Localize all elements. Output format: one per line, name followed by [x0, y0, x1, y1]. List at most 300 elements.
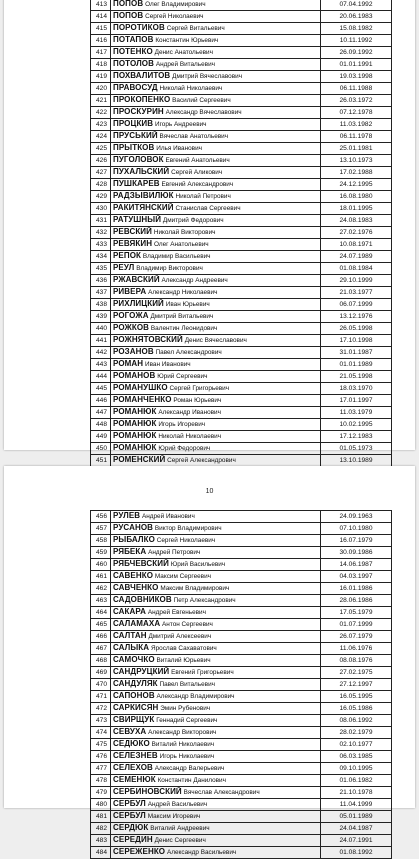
full-name-cell	[111, 595, 321, 607]
full-name-cell	[111, 655, 321, 667]
given-names: Николай Николаевич	[158, 433, 222, 440]
full-name-cell	[111, 263, 321, 275]
full-name-cell	[111, 107, 321, 119]
given-names: Сергей Витальевич	[166, 25, 225, 32]
surname: ПОТЕНКО	[113, 47, 153, 56]
row-number: 418	[91, 59, 111, 71]
full-name-cell	[111, 155, 321, 167]
table-row	[91, 407, 392, 419]
surname: САМОЧКО	[113, 655, 155, 664]
given-names: Олег Анатольевич	[153, 241, 209, 248]
row-number: 451	[91, 455, 111, 467]
row-number: 414	[91, 11, 111, 23]
given-names: Виталий Юрьевич	[156, 657, 211, 664]
row-number: 436	[91, 275, 111, 287]
given-names: Юрий Федорович	[158, 445, 211, 452]
surname: РУЛЕВ	[113, 511, 141, 520]
table-row	[91, 275, 392, 287]
row-number: 483	[91, 835, 111, 847]
birth-date: 24.04.1987	[321, 823, 392, 835]
row-number: 470	[91, 679, 111, 691]
birth-date: 08.06.1992	[321, 715, 392, 727]
full-name-cell	[111, 383, 321, 395]
table-row	[91, 47, 392, 59]
surname: СЕДЮКО	[113, 739, 150, 748]
full-name-cell	[111, 775, 321, 787]
row-number: 426	[91, 155, 111, 167]
table-row	[91, 787, 392, 799]
birth-date: 24.09.1963	[321, 511, 392, 523]
given-names: Андрей Васильевич	[147, 801, 208, 808]
table-row	[91, 727, 392, 739]
given-names: Сергей Николаевич	[156, 537, 216, 544]
birth-date: 07.10.1980	[321, 523, 392, 535]
table-row	[91, 835, 392, 847]
birth-date: 11.03.1979	[321, 407, 392, 419]
row-number: 481	[91, 811, 111, 823]
given-names: Сергей Аликович	[171, 169, 223, 176]
full-name-cell	[111, 547, 321, 559]
full-name-cell	[111, 787, 321, 799]
table-row	[91, 35, 392, 47]
table-row	[91, 107, 392, 119]
full-name-cell	[111, 167, 321, 179]
row-number: 450	[91, 443, 111, 455]
surname: РОМАНЮК	[113, 407, 157, 416]
full-name-cell	[111, 191, 321, 203]
birth-date: 13.12.1976	[321, 311, 392, 323]
full-name-cell	[111, 523, 321, 535]
given-names: Роман Юрьевич	[173, 397, 222, 404]
table-row	[91, 443, 392, 455]
surname: ПРОКОПЕНКО	[113, 95, 171, 104]
table-row	[91, 679, 392, 691]
birth-date: 10.11.1992	[321, 35, 392, 47]
row-number: 478	[91, 775, 111, 787]
birth-date: 05.01.1989	[321, 811, 392, 823]
full-name-cell	[111, 667, 321, 679]
table-row	[91, 0, 392, 11]
given-names: Максим Сергеевич	[154, 573, 211, 580]
table-row	[91, 583, 392, 595]
given-names: Сергей Александрович	[167, 457, 236, 464]
table-row	[91, 119, 392, 131]
birth-date: 13.10.1973	[321, 155, 392, 167]
row-number: 468	[91, 655, 111, 667]
birth-date: 06.07.1999	[321, 299, 392, 311]
birth-date: 16.07.1979	[321, 535, 392, 547]
table-row	[91, 251, 392, 263]
table-row	[91, 823, 392, 835]
row-number: 422	[91, 107, 111, 119]
given-names: Юрий Васильевич	[170, 561, 226, 568]
row-number: 445	[91, 383, 111, 395]
row-number: 467	[91, 643, 111, 655]
full-name-cell	[111, 287, 321, 299]
full-name-cell	[111, 715, 321, 727]
given-names: Константин Юрьевич	[155, 37, 219, 44]
surname: РОЖНЯТОВСКИЙ	[113, 335, 183, 344]
birth-date: 28.02.1979	[321, 727, 392, 739]
row-number: 419	[91, 71, 111, 83]
birth-date: 26.03.1972	[321, 95, 392, 107]
table-row	[91, 191, 392, 203]
row-number: 441	[91, 335, 111, 347]
surname: РЯБЕКА	[113, 547, 147, 556]
full-name-cell	[111, 35, 321, 47]
birth-date: 18.01.1995	[321, 203, 392, 215]
row-number: 474	[91, 727, 111, 739]
full-name-cell	[111, 739, 321, 751]
surname: САЛТАН	[113, 631, 147, 640]
table-row	[91, 143, 392, 155]
given-names: Николай Викторович	[153, 229, 216, 236]
table-row	[91, 179, 392, 191]
full-name-cell	[111, 203, 321, 215]
given-names: Валентин Леонидович	[150, 325, 218, 332]
given-names: Василий Сергеевич	[172, 97, 231, 104]
row-number: 432	[91, 227, 111, 239]
table-row	[91, 11, 392, 23]
full-name-cell	[111, 419, 321, 431]
row-number: 415	[91, 23, 111, 35]
row-number: 458	[91, 535, 111, 547]
birth-date: 06.03.1985	[321, 751, 392, 763]
surname: ПОПОВ	[113, 0, 144, 8]
table-row	[91, 811, 392, 823]
birth-date: 24.07.1989	[321, 251, 392, 263]
birth-date: 21.05.1998	[321, 371, 392, 383]
birth-date: 24.12.1995	[321, 179, 392, 191]
full-name-cell	[111, 511, 321, 523]
table-row	[91, 691, 392, 703]
surname: ПУХАЛЬСКИЙ	[113, 167, 170, 176]
row-number: 448	[91, 419, 111, 431]
birth-date: 26.09.1992	[321, 47, 392, 59]
birth-date: 10.08.1971	[321, 239, 392, 251]
given-names: Максим Владимирович	[160, 585, 230, 592]
given-names: Андрей Иванович	[141, 513, 195, 520]
table-row	[91, 263, 392, 275]
table-row	[91, 559, 392, 571]
full-name-cell	[111, 703, 321, 715]
full-name-cell	[111, 583, 321, 595]
full-name-cell	[111, 431, 321, 443]
row-number: 464	[91, 607, 111, 619]
row-number: 472	[91, 703, 111, 715]
table-row	[91, 511, 392, 523]
surname: СЕМЕНЮК	[113, 775, 156, 784]
birth-date: 26.07.1979	[321, 631, 392, 643]
birth-date: 11.04.1999	[321, 799, 392, 811]
row-number: 456	[91, 511, 111, 523]
table-row	[91, 299, 392, 311]
given-names: Николай Николаевич	[159, 85, 223, 92]
surname: ПУГОЛОВОК	[113, 155, 164, 164]
surname: САЛАМАХА	[113, 619, 161, 628]
table-row	[91, 523, 392, 535]
surname: РОГОЖА	[113, 311, 149, 320]
surname: РОМАНЮК	[113, 443, 157, 452]
surname: САРКИСЯН	[113, 703, 159, 712]
birth-date: 24.08.1983	[321, 215, 392, 227]
surname: СВИРЩУК	[113, 715, 155, 724]
row-number: 469	[91, 667, 111, 679]
table-row	[91, 71, 392, 83]
full-name-cell	[111, 727, 321, 739]
surname: САНДРУЦКИЙ	[113, 667, 170, 676]
table-row	[91, 619, 392, 631]
table-row	[91, 455, 392, 467]
full-name-cell	[111, 95, 321, 107]
row-number: 484	[91, 847, 111, 859]
surname: РОМЕНСКИЙ	[113, 455, 166, 464]
table-row	[91, 215, 392, 227]
surname: РОМАНЧЕНКО	[113, 395, 172, 404]
full-name-cell	[111, 323, 321, 335]
given-names: Ярослав Сахаватович	[151, 645, 217, 652]
row-number: 427	[91, 167, 111, 179]
birth-date: 04.03.1997	[321, 571, 392, 583]
given-names: Александр Иванович	[158, 409, 221, 416]
row-number: 462	[91, 583, 111, 595]
surname: ПОТОЛОВ	[113, 59, 154, 68]
full-name-cell	[111, 227, 321, 239]
surname: РОМАНЮК	[113, 431, 157, 440]
row-number: 428	[91, 179, 111, 191]
full-name-cell	[111, 359, 321, 371]
row-number: 457	[91, 523, 111, 535]
row-number: 437	[91, 287, 111, 299]
row-number: 482	[91, 823, 111, 835]
row-number: 416	[91, 35, 111, 47]
full-name-cell	[111, 275, 321, 287]
given-names: Игорь Николаевич	[159, 753, 215, 760]
surname: САКАРА	[113, 607, 147, 616]
full-name-cell	[111, 559, 321, 571]
table-row	[91, 227, 392, 239]
birth-date: 17.01.1997	[321, 395, 392, 407]
given-names: Александр Вячеславович	[165, 109, 242, 116]
table-row	[91, 607, 392, 619]
birth-date: 21.03.1977	[321, 287, 392, 299]
surname: ПРОЦКИВ	[113, 119, 154, 128]
birth-date: 01.01.1989	[321, 359, 392, 371]
row-number: 476	[91, 751, 111, 763]
surname: СЕЛЕХОВ	[113, 763, 153, 772]
birth-date: 21.10.1978	[321, 787, 392, 799]
table-row	[91, 739, 392, 751]
surname: СЕРЕДИН	[113, 835, 153, 844]
birth-date: 18.03.1970	[321, 383, 392, 395]
full-name-cell	[111, 131, 321, 143]
row-number: 463	[91, 595, 111, 607]
surname: САВЕНКО	[113, 571, 154, 580]
birth-date: 07.04.1992	[321, 0, 392, 11]
row-number: 423	[91, 119, 111, 131]
full-name-cell	[111, 179, 321, 191]
surname: ПУШКАРЕВ	[113, 179, 160, 188]
surname: РОМАНОВ	[113, 371, 156, 380]
surname: РИХЛИЦКИЙ	[113, 299, 164, 308]
surname: САПОНОВ	[113, 691, 155, 700]
row-number: 420	[91, 83, 111, 95]
row-number: 434	[91, 251, 111, 263]
surname: САНДУЛЯК	[113, 679, 158, 688]
birth-date: 19.03.1998	[321, 71, 392, 83]
birth-date: 26.05.1998	[321, 323, 392, 335]
birth-date: 17.12.1983	[321, 431, 392, 443]
birth-date: 09.10.1995	[321, 763, 392, 775]
birth-date: 16.05.1986	[321, 703, 392, 715]
row-number: 480	[91, 799, 111, 811]
given-names: Иван Юрьевич	[165, 301, 210, 308]
birth-date: 17.05.1979	[321, 607, 392, 619]
given-names: Александр Владимирович	[156, 693, 235, 700]
given-names: Дмитрий Алексеевич	[148, 633, 212, 640]
row-number: 447	[91, 407, 111, 419]
table-row	[91, 775, 392, 787]
birth-date: 01.06.1982	[321, 775, 392, 787]
full-name-cell	[111, 571, 321, 583]
given-names: Владимир Васильевич	[142, 253, 211, 260]
surname: ПРЫТКОВ	[113, 143, 155, 152]
row-number: 438	[91, 299, 111, 311]
row-number: 442	[91, 347, 111, 359]
table-row	[91, 419, 392, 431]
table-row	[91, 383, 392, 395]
row-number: 413	[91, 0, 111, 11]
given-names: Иван Иванович	[145, 361, 191, 368]
full-name-cell	[111, 691, 321, 703]
row-number: 429	[91, 191, 111, 203]
surname: РЯБЧЕВСКИЙ	[113, 559, 169, 568]
full-name-cell	[111, 395, 321, 407]
given-names: Андрей Петрович	[148, 549, 201, 556]
row-number: 473	[91, 715, 111, 727]
table-row	[91, 131, 392, 143]
row-number: 477	[91, 763, 111, 775]
surname: СЕРБУЛ	[113, 799, 146, 808]
full-name-cell	[111, 119, 321, 131]
full-name-cell	[111, 455, 321, 467]
personnel-table-page-9	[90, 0, 392, 515]
row-number: 449	[91, 431, 111, 443]
given-names: Вячеслав Анатольевич	[159, 133, 229, 140]
table-row	[91, 323, 392, 335]
full-name-cell	[111, 83, 321, 95]
given-names: Александр Васильевич	[166, 849, 237, 856]
given-names: Павел Витальевич	[159, 681, 215, 688]
full-name-cell	[111, 0, 321, 11]
table-row	[91, 335, 392, 347]
given-names: Максим Игоревич	[147, 813, 201, 820]
given-names: Петр Александрович	[173, 597, 236, 604]
full-name-cell	[111, 535, 321, 547]
birth-date: 16.08.1980	[321, 191, 392, 203]
surname: РОМАНУШКО	[113, 383, 168, 392]
full-name-cell	[111, 847, 321, 859]
row-number: 430	[91, 203, 111, 215]
birth-date: 01.08.1992	[321, 847, 392, 859]
surname: РОМАН	[113, 359, 144, 368]
surname: ПОТАПОВ	[113, 35, 154, 44]
given-names: Дмитрий Федорович	[162, 217, 224, 224]
row-number: 444	[91, 371, 111, 383]
surname: САВЧЕНКО	[113, 583, 159, 592]
row-number: 433	[91, 239, 111, 251]
birth-date: 25.01.1981	[321, 143, 392, 155]
full-name-cell	[111, 443, 321, 455]
table-row	[91, 799, 392, 811]
row-number: 417	[91, 47, 111, 59]
given-names: Андрей Витальевич	[155, 61, 215, 68]
birth-date: 30.09.1986	[321, 547, 392, 559]
surname: РЕВЯКИН	[113, 239, 153, 248]
full-name-cell	[111, 763, 321, 775]
birth-date: 29.10.1999	[321, 275, 392, 287]
table-row	[91, 95, 392, 107]
full-name-cell	[111, 607, 321, 619]
birth-date: 20.06.1983	[321, 11, 392, 23]
table-row	[91, 311, 392, 323]
given-names: Вячеслав Александрович	[183, 789, 260, 796]
table-row	[91, 239, 392, 251]
surname: ПРАВОСУД	[113, 83, 158, 92]
birth-date: 06.11.1978	[321, 131, 392, 143]
row-number: 435	[91, 263, 111, 275]
table-row	[91, 395, 392, 407]
table-row	[91, 83, 392, 95]
table-row	[91, 431, 392, 443]
full-name-cell	[111, 619, 321, 631]
surname: СЕРДЮК	[113, 823, 149, 832]
row-number: 425	[91, 143, 111, 155]
table-row	[91, 547, 392, 559]
given-names: Дмитрий Витальевич	[150, 313, 214, 320]
birth-date: 14.06.1987	[321, 559, 392, 571]
full-name-cell	[111, 751, 321, 763]
given-names: Дмитрий Вячеславович	[172, 73, 243, 80]
birth-date: 01.07.1999	[321, 619, 392, 631]
birth-date: 06.11.1988	[321, 83, 392, 95]
surname: ПОРОТИКОВ	[113, 23, 165, 32]
given-names: Владимир Викторович	[136, 265, 203, 272]
full-name-cell	[111, 47, 321, 59]
full-name-cell	[111, 643, 321, 655]
full-name-cell	[111, 335, 321, 347]
row-number: 479	[91, 787, 111, 799]
birth-date: 11.06.1976	[321, 643, 392, 655]
surname: ПРОСКУРИН	[113, 107, 164, 116]
surname: РУСАНОВ	[113, 523, 154, 532]
surname: СЕРБУЛ	[113, 811, 146, 820]
given-names: Константин Данилович	[157, 777, 226, 784]
surname: РЕПОК	[113, 251, 142, 260]
row-number: 466	[91, 631, 111, 643]
table-row	[91, 703, 392, 715]
given-names: Денис Вячеславович	[184, 337, 247, 344]
given-names: Сергей Николаевич	[145, 13, 204, 20]
full-name-cell	[111, 251, 321, 263]
given-names: Александр Викторович	[148, 729, 217, 736]
table-row	[91, 23, 392, 35]
full-name-cell	[111, 835, 321, 847]
table-row	[91, 359, 392, 371]
row-number: 431	[91, 215, 111, 227]
personnel-table-page-10	[90, 510, 392, 859]
row-number: 471	[91, 691, 111, 703]
